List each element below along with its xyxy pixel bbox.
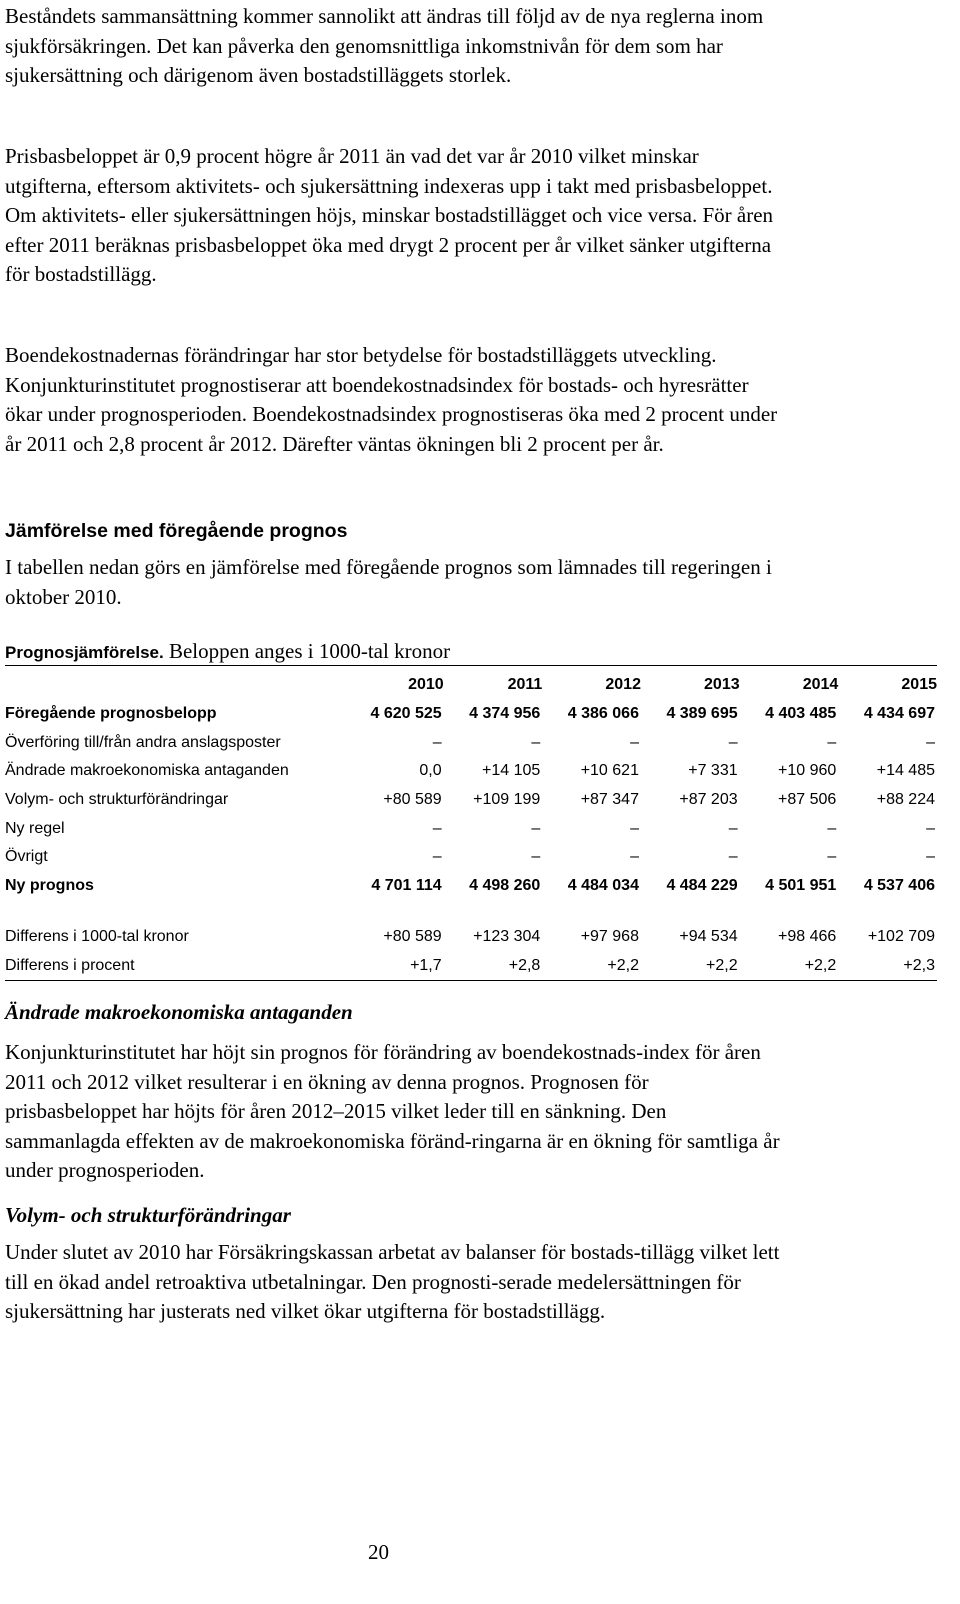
table-bottom-rule [5, 980, 937, 981]
row-label: Differens i procent [5, 956, 135, 974]
table-spacer-row [5, 901, 937, 923]
cell-value: +87 506 [778, 791, 837, 809]
table-header-year: 2015 [901, 676, 937, 694]
paragraph-macro-assumptions: Konjunkturinstitutet har höjt sin prognos för förändring av boendekostnads-index för åren 2011 och 2012 vilket resulterar i en ökning av denna prognos. Prognosen för prisbasbeloppet har höjts för åren 2012–2015 vilket leder till en sänkning. Den sammanlagda effekten av de makroekonomiska föränd-ringarna är en ökning för samtliga år under prognosperioden. [5, 1040, 780, 1182]
cell-value: – [728, 733, 738, 751]
row-label: Övrigt [5, 848, 48, 866]
table-row [5, 757, 937, 786]
cell-value: – [630, 733, 639, 751]
cell-value: +88 224 [876, 791, 935, 809]
cell-value: +102 709 [867, 927, 935, 945]
cell-value: – [728, 848, 738, 866]
cell-value: +123 304 [473, 927, 541, 945]
cell-value: – [926, 819, 935, 837]
cell-value: +94 534 [679, 927, 738, 945]
cell-value: – [432, 819, 442, 837]
cell-value: – [827, 733, 837, 751]
cell-value: +98 466 [778, 927, 837, 945]
table-row [5, 951, 937, 980]
row-label: Volym- och strukturförändringar [5, 791, 229, 809]
row-label: Ändrade makroekonomiska antaganden [5, 762, 289, 780]
cell-value: +2,3 [903, 956, 935, 974]
cell-value: 4 498 260 [469, 877, 541, 895]
paragraph-volume-structure: Under slutet av 2010 har Försäkringskassan arbetat av balanser för bostads-tillägg vilket lett till en ökad andel retroaktiva utbetalningar. Den prognosti-serade medelersättningen för sjukersättning har justerats ned vilket ökar utgifterna för bostadstillägg. [5, 1240, 780, 1323]
heading-macro-assumptions: Ändrade makroekonomiska antaganden [5, 1000, 353, 1024]
paragraph-price-base-amount: Prisbasbeloppet är 0,9 procent högre år 2011 än vad det var år 2010 vilket minskar utgifterna, eftersom aktivitets- och sjukersättning indexeras upp i takt med prisbasbeloppet. Om aktivitets- eller sjukersättningen höjs, minskar bostadstillägget och vice versa. För åren efter 2011 beräknas prisbasbeloppet öka med drygt 2 procent per år vilket sänker utgifterna för bostadstillägg. [5, 144, 774, 286]
cell-value: 4 537 406 [863, 877, 935, 895]
row-label: Föregående prognosbelopp [5, 705, 217, 723]
table-header-label-cell [5, 671, 345, 700]
cell-value: +7 331 [688, 762, 738, 780]
table-header-year: 2014 [802, 676, 839, 694]
cell-value: – [827, 848, 837, 866]
cell-value: +97 968 [580, 927, 639, 945]
cell-value: +10 960 [778, 762, 837, 780]
cell-value: +2,8 [508, 956, 541, 974]
table-row [5, 786, 937, 815]
cell-value: 4 701 114 [371, 877, 442, 895]
cell-value: – [432, 733, 442, 751]
cell-value: – [926, 733, 935, 751]
paragraph-housing-costs: Boendekostnadernas förändringar har stor betydelse för bostadstilläggets utveckling. Konjunkturinstitutet prognostiserar att boendekostnadsindex för bostads- och hyresrätter ökar under prognosperioden. Boendekostnadsindex prognostiseras öka med 2 procent under år 2011 och 2,8 procent år 2012. Därefter väntas ökningen bli 2 procent per år. [5, 343, 778, 456]
table-row [5, 923, 937, 952]
cell-value: – [432, 848, 442, 866]
table-top-rule [5, 665, 937, 666]
heading-comparison: Jämförelse med föregående prognos [5, 520, 348, 542]
cell-value: 4 501 951 [765, 877, 837, 895]
row-label: Överföring till/från andra anslagsposter [5, 733, 281, 751]
cell-value: +10 621 [580, 762, 639, 780]
table-row [5, 843, 937, 872]
cell-value: 4 484 229 [666, 877, 738, 895]
table-row [5, 728, 937, 757]
cell-value: +109 199 [473, 791, 541, 809]
cell-value: – [531, 819, 541, 837]
table-row [5, 814, 937, 843]
row-label: Ny regel [5, 819, 65, 837]
cell-value: +80 589 [383, 791, 442, 809]
cell-value: +14 485 [876, 762, 935, 780]
cell-value: – [630, 819, 639, 837]
table-row [5, 700, 937, 729]
cell-value: +2,2 [804, 956, 837, 974]
cell-value: 4 403 485 [765, 705, 837, 723]
cell-value: 4 434 697 [863, 705, 935, 723]
cell-value: 0,0 [419, 762, 442, 780]
table-header-year: 2012 [605, 676, 641, 694]
cell-value: – [728, 819, 738, 837]
cell-value: +1,7 [410, 956, 442, 974]
cell-value: 4 620 525 [370, 705, 442, 723]
table-header-row [5, 671, 937, 700]
table-header-year: 2011 [507, 676, 543, 694]
forecast-comparison-table [5, 671, 937, 980]
spacer-cell [5, 901, 937, 923]
cell-value: – [531, 733, 541, 751]
table-header-year: 2010 [408, 676, 444, 694]
row-label: Differens i 1000-tal kronor [5, 927, 189, 945]
table-row [5, 872, 937, 901]
paragraph-comparison-intro: I tabellen nedan görs en jämförelse med föregående prognos som lämnades till regeringen i oktober 2010. [5, 555, 772, 609]
cell-value: +80 589 [383, 927, 442, 945]
heading-volume-structure: Volym- och strukturförändringar [5, 1203, 291, 1227]
cell-value: +87 347 [580, 791, 639, 809]
cell-value: 4 374 956 [469, 705, 541, 723]
cell-value: +14 105 [482, 762, 541, 780]
cell-value: +87 203 [679, 791, 738, 809]
cell-value: – [926, 848, 935, 866]
cell-value: +2,2 [706, 956, 738, 974]
paragraph-population-changes: Beståndets sammansättning kommer sannolikt att ändras till följd av de nya reglerna inom sjukförsäkringen. Det kan påverka den genomsnittliga inkomstnivån för dem som har sjukersättning och därigenom även bostadstilläggets storlek. [5, 4, 764, 87]
cell-value: 4 484 034 [567, 877, 639, 895]
table-caption [5, 638, 450, 666]
cell-value: 4 386 066 [567, 705, 639, 723]
cell-value: – [827, 819, 837, 837]
cell-value: 4 389 695 [666, 705, 738, 723]
row-label: Ny prognos [5, 877, 94, 895]
table-caption-title: Prognosjämförelse. [5, 643, 164, 662]
table-header-year: 2013 [704, 676, 740, 694]
cell-value: – [531, 848, 541, 866]
page-number: 20 [368, 1540, 389, 1564]
cell-value: – [630, 848, 639, 866]
cell-value: +2,2 [607, 956, 639, 974]
table-caption-unit: Beloppen anges i 1000-tal kronor [163, 639, 451, 663]
